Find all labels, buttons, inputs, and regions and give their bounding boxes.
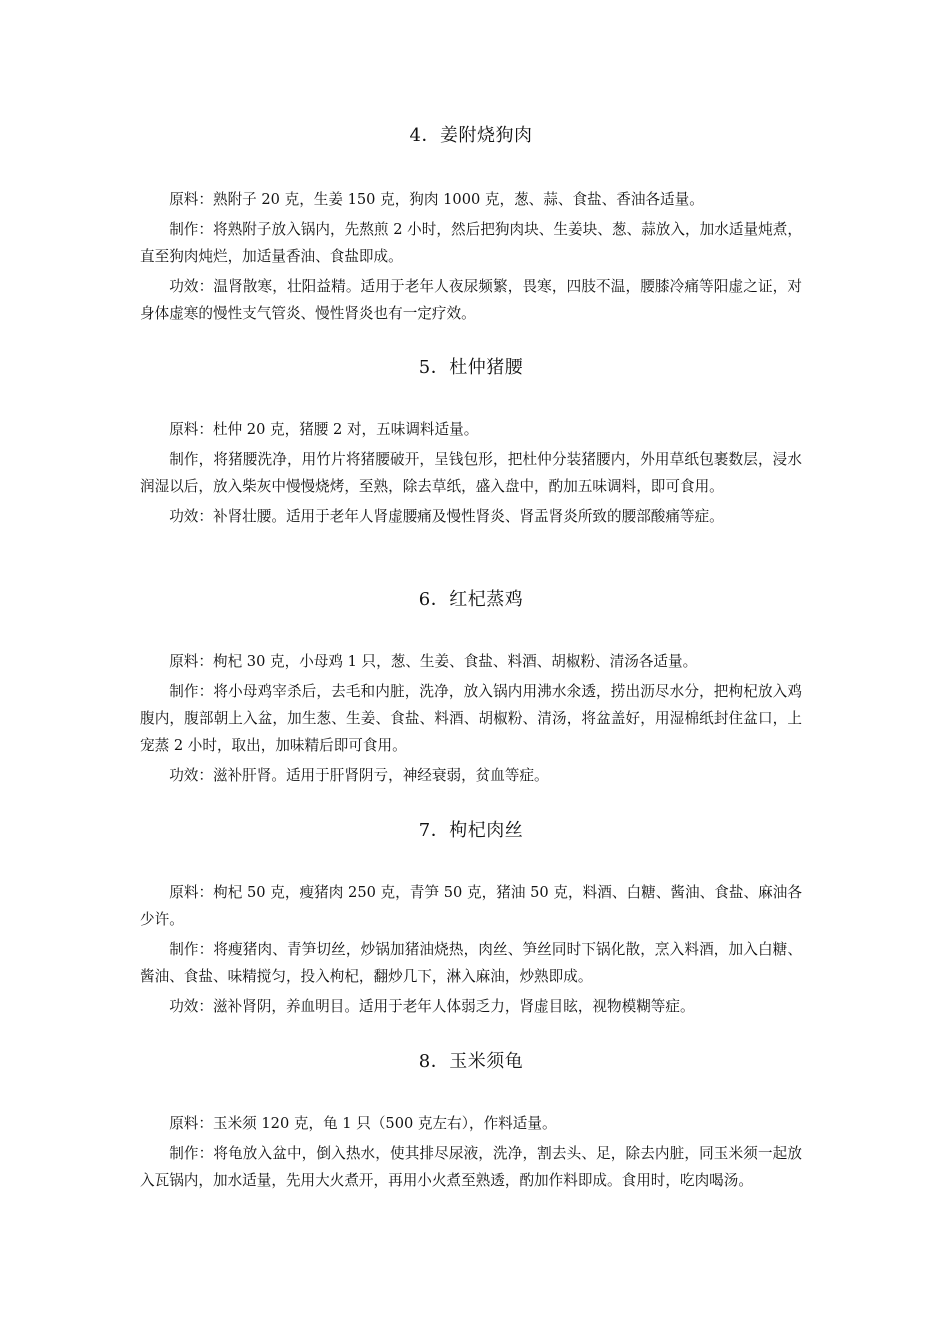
effect-paragraph: 功效：补肾壮腰。适用于老年人肾虚腰痛及慢性肾炎、肾盂肾炎所致的腰部酸痛等症。 [169,508,724,525]
recipe-title: 5．杜仲猪腰 [418,357,524,378]
ingredients-paragraph: 原料：枸杞 50 克，瘦猪肉 250 克，青笋 50 克，猪油 50 克，料酒、白糖、酱油、食盐、麻油各少许。 [140,884,802,928]
recipe-section [140,819,802,1015]
method-paragraph: 制作：将瘦猪肉、青笋切丝，炒锅加猪油烧热，肉丝、笋丝同时下锅化散，烹入料酒，加入白糖、酱油、食盐、味精搅匀，投入枸杞，翻炒几下，淋入麻油，炒熟即成。 [140,941,802,985]
recipe-body [140,416,802,533]
recipe-title: 6．红杞蒸鸡 [418,589,524,610]
recipe-title: 7．枸杞肉丝 [418,820,524,841]
recipe-title: 8．玉米须龟 [418,1051,524,1072]
recipe-body [140,1110,802,1197]
effect-paragraph: 功效：温肾散寒，壮阳益精。适用于老年人夜尿频繁，畏寒，四肢不温，腰膝冷痛等阳虚之证，对身体虚寒的慢性支气管炎、慢性肾炎也有一定疗效。 [140,278,802,322]
effect-paragraph: 功效：滋补肝肾。适用于肝肾阴亏，神经衰弱，贫血等症。 [169,767,549,784]
recipe-section [140,124,802,322]
ingredients-paragraph: 原料：玉米须 120 克，龟 1 只（500 克左右），作料适量。 [169,1115,557,1132]
recipe-section [140,356,802,525]
effect-paragraph: 功效：滋补肾阴，养血明目。适用于老年人体弱乏力，肾虚目眩，视物模糊等症。 [169,998,695,1015]
method-paragraph: 制作，将猪腰洗净，用竹片将猪腰破开，呈钱包形，把杜仲分装猪腰内，外用草纸包裹数层，浸水润湿以后，放入柴灰中慢慢烧烤，至熟，除去草纸，盛入盘中，酌加五味调料，即可食用。 [140,451,802,495]
recipe-body [140,648,802,792]
ingredients-paragraph: 原料：熟附子 20 克，生姜 150 克，狗肉 1000 克，葱、蒜、食盐、香油各适量。 [169,191,704,208]
ingredients-paragraph: 原料：枸杞 30 克，小母鸡 1 只，葱、生姜、食盐、料酒、胡椒粉、清汤各适量。 [169,653,698,670]
recipe-body [140,186,802,330]
method-paragraph: 制作：将龟放入盆中，倒入热水，使其排尽尿液，洗净，割去头、足，除去内脏，同玉米须一起放入瓦锅内，加水适量，先用大火煮开，再用小火煮至熟透，酌加作料即成。食用时，吃肉喝汤。 [140,1145,802,1189]
recipe-body [140,879,802,1023]
ingredients-paragraph: 原料：杜仲 20 克，猪腰 2 对，五味调料适量。 [169,421,479,438]
recipe-section [140,1050,802,1189]
method-paragraph: 制作：将熟附子放入锅内，先熬煎 2 小时，然后把狗肉块、生姜块、葱、蒜放入，加水适量炖煮，直至狗肉炖烂，加适量香油、食盐即成。 [140,221,802,265]
recipe-section [140,588,802,784]
recipe-title: 4．姜附烧狗肉 [409,125,533,146]
method-paragraph: 制作：将小母鸡宰杀后，去毛和内脏，洗净，放入锅内用沸水氽透，捞出沥尽水分，把枸杞放入鸡腹内，腹部朝上入盆，加生葱、生姜、食盐、料酒、胡椒粉、清汤，将盆盖好，用湿棉纸封住盆口，上宠蒸 2 小时，取出，加味精后即可食用。 [140,683,802,754]
